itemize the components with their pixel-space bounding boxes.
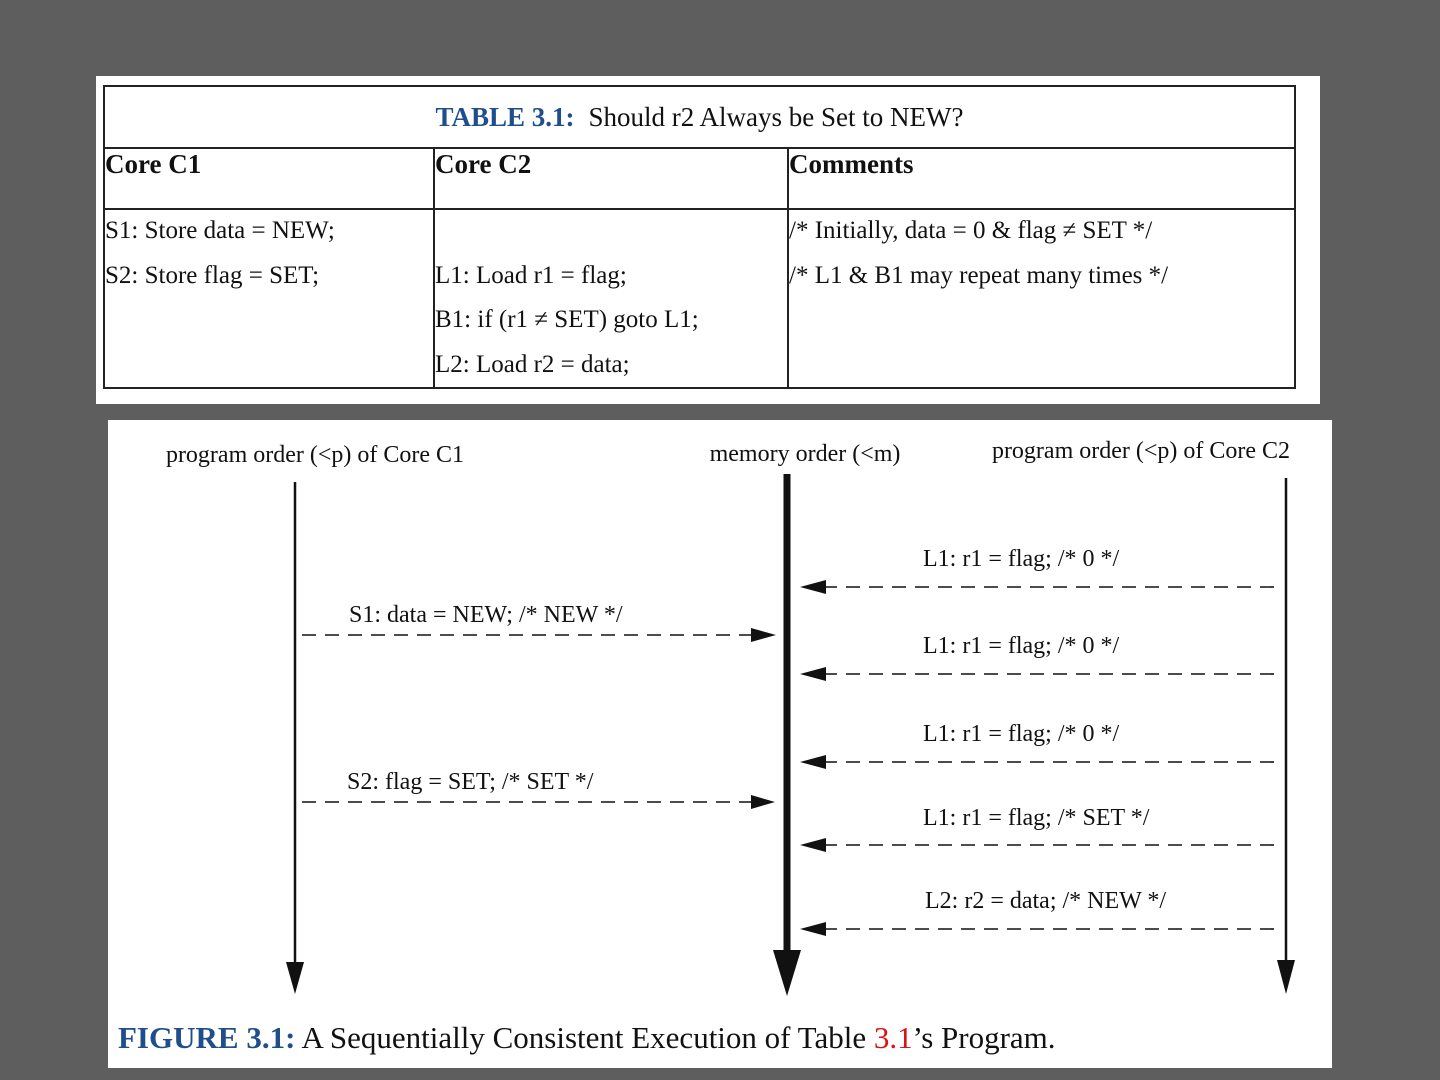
cell-core-c1	[104, 209, 434, 388]
c2-op-label: L1: r1 = flag; /* 0 */	[923, 633, 1120, 659]
c2-line: L1: Load r1 = flag;	[435, 261, 627, 289]
c1-op-label: S1: data = NEW; /* NEW */	[349, 602, 623, 628]
table-caption-text: Should r2 Always be Set to NEW?	[588, 101, 964, 132]
comment-line: /* Initially, data = 0 & flag ≠ SET */	[789, 217, 1153, 244]
c2-load-arrow	[800, 546, 1274, 594]
table-caption-label: TABLE 3.1:	[435, 101, 575, 132]
c2-load-arrow	[800, 721, 1274, 769]
c2-column-title: program order (<p) of Core C2	[991, 438, 1291, 464]
table-caption	[104, 86, 1295, 148]
c2-load-arrow	[800, 888, 1274, 936]
memory-column-title: memory order (<m)	[709, 441, 901, 467]
c1-op-label: S2: flag = SET; /* SET */	[347, 769, 594, 795]
figure-panel	[108, 420, 1332, 1068]
figure-caption-label: FIGURE 3.1:	[118, 1020, 296, 1055]
c1-column-title: program order (<p) of Core C1	[165, 442, 465, 468]
memory-timeline	[773, 474, 801, 996]
c1-timeline	[286, 482, 304, 994]
figure-caption-suffix: ’s Program.	[912, 1020, 1056, 1055]
header-comments: Comments	[788, 148, 1295, 209]
c2-timeline	[1277, 478, 1295, 994]
c1-line: S1: Store data = NEW;	[105, 217, 335, 244]
figure-caption-text: A Sequentially Consistent Execution of Table	[301, 1020, 867, 1055]
cell-comments	[788, 209, 1295, 388]
c1-store-arrow	[302, 769, 775, 809]
c1-store-arrow	[302, 602, 776, 642]
c2-line	[435, 209, 787, 254]
table-3-1	[103, 85, 1296, 389]
c1-line: S2: Store flag = SET;	[105, 261, 320, 289]
c2-op-label: L2: r2 = data; /* NEW */	[925, 888, 1167, 914]
header-core-c1: Core C1	[104, 148, 434, 209]
c2-load-arrow	[800, 805, 1274, 852]
table-reference-link[interactable]: 3.1	[873, 1020, 913, 1055]
comment-line: /* L1 & B1 may repeat many times */	[789, 261, 1169, 289]
cell-core-c2	[434, 209, 788, 388]
header-core-c2: Core C2	[434, 148, 788, 209]
table-panel	[96, 76, 1320, 404]
c2-op-label: L1: r1 = flag; /* 0 */	[923, 721, 1120, 747]
c2-load-arrow	[800, 633, 1274, 681]
c2-op-label: L1: r1 = flag; /* SET */	[923, 805, 1150, 831]
c2-op-label: L1: r1 = flag; /* 0 */	[923, 546, 1120, 572]
c2-line: B1: if (r1 ≠ SET) goto L1;	[435, 306, 699, 333]
figure-caption	[118, 1020, 1056, 1056]
sequence-diagram	[108, 420, 1332, 1020]
c2-line: L2: Load r2 = data;	[435, 350, 630, 378]
